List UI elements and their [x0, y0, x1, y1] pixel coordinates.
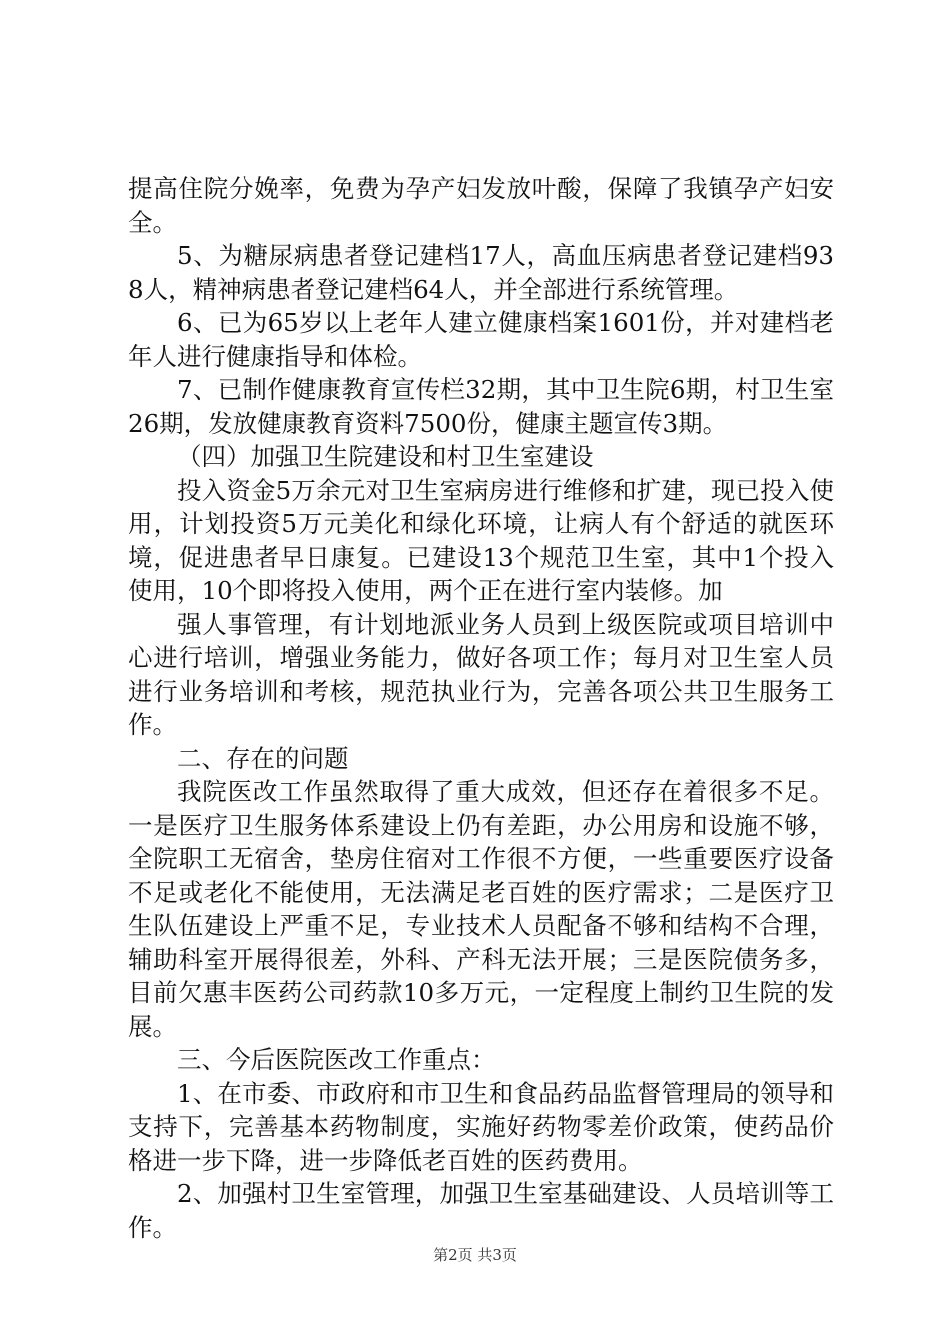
paragraph-continuation: 提高住院分娩率，免费为孕产妇发放叶酸，保障了我镇孕产妇安全。: [128, 174, 834, 237]
paragraph-problems: 我院医改工作虽然取得了重大成效，但还存在着很多不足。一是医疗卫生服务体系建设上仍有差距，办公用房和设施不够，全院职工无宿舍，垫房住宿对工作很不方便，一些重要医疗设备不足或老化不能使用，无法满足老百姓的医疗需求；二是医疗卫生队伍建设上严重不足，专业技术人员配备不够和结构不合理，辅助科室开展得很差，外科、产科无法开展；三是医院债务多，目前欠惠丰医药公司药款10多万元，一定程度上制约卫生院的发展。: [128, 777, 834, 1041]
paragraph-investment: 投入资金5万余元对卫生室病房进行维修和扩建，现已投入使用，计划投资5万元美化和绿化环境，让病人有个舒适的就医环境，促进患者早日康复。已建设13个规范卫生室，其中1个投入使用，10个即将投入使用，两个正在进行室内装修。加: [128, 475, 834, 605]
page-number-footer: 第2页 共3页: [433, 1246, 517, 1264]
paragraph-item-6: 6、已为65岁以上老年人建立健康档案1601份，并对建档老年人进行健康指导和体检。: [128, 308, 834, 371]
section-heading-problems: 二、存在的问题: [177, 743, 349, 773]
section-heading-4: （四）加强卫生院建设和村卫生室建设: [177, 442, 594, 471]
document-body: [128, 172, 834, 1244]
paragraph-priority-2: 2、加强村卫生室管理，加强卫生室基础建设、人员培训等工作。: [128, 1179, 834, 1242]
section-heading-priorities: 三、今后医院医改工作重点：: [177, 1045, 496, 1074]
paragraph-priority-1: 1、在市委、市政府和市卫生和食品药品监督管理局的领导和支持下，完善基本药物制度，实施好药物零差价政策，使药品价格进一步下降，进一步降低老百姓的医药费用。: [128, 1078, 834, 1175]
paragraph-personnel: 强人事管理，有计划地派业务人员到上级医院或项目培训中心进行培训，增强业务能力，做好各项工作；每月对卫生室人员进行业务培训和考核，规范执业行为，完善各项公共卫生服务工作。: [128, 609, 834, 739]
paragraph-item-5: 5、为糖尿病患者登记建档17人，高血压病患者登记建档938人，精神病患者登记建档64人，并全部进行系统管理。: [128, 241, 834, 304]
paragraph-item-7: 7、已制作健康教育宣传栏32期，其中卫生院6期，村卫生室26期，发放健康教育资料7500份，健康主题宣传3期。: [128, 375, 834, 438]
